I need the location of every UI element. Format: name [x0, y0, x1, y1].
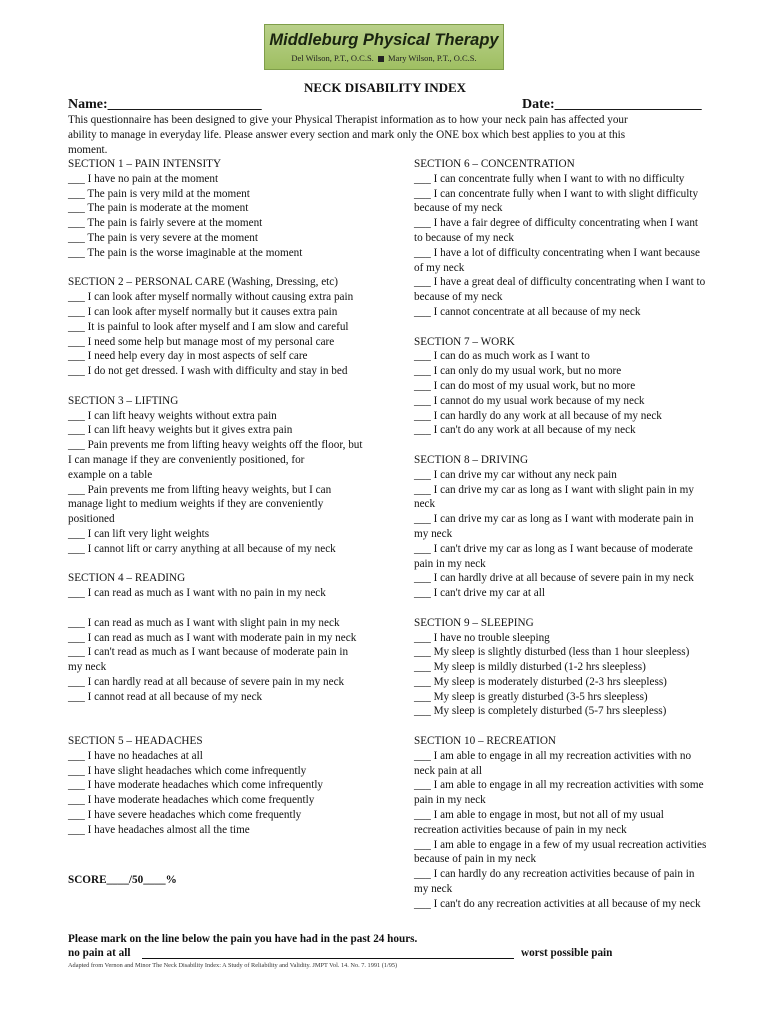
- date-field[interactable]: Date:_____________________: [522, 97, 702, 112]
- answer-option: because of pain in my neck: [414, 853, 537, 866]
- answer-option[interactable]: ___ I am able to engage in most, but not all of my usual: [414, 809, 664, 822]
- spacer: [414, 438, 749, 453]
- answer-option[interactable]: ___ I have slight headaches which come infrequently: [68, 764, 307, 777]
- citation: Adapted from Vernon and Minor The Neck Disability Index: A Study of Reliability and Validity. JMPT Vol. 14. No. 7. 1991 (1/95): [68, 962, 398, 969]
- scale-left-label: no pain at all: [68, 947, 131, 959]
- answer-option[interactable]: ___ My sleep is slightly disturbed (less than 1 hour sleepless): [414, 646, 690, 659]
- scale-right-label: worst possible pain: [521, 947, 613, 959]
- answer-option: positioned: [68, 513, 115, 526]
- answer-option: to because of my neck: [414, 231, 515, 244]
- answer-option[interactable]: ___ The pain is very severe at the moment: [68, 231, 258, 244]
- intro-line: moment.: [68, 143, 108, 156]
- spacer: [414, 601, 749, 616]
- answer-option[interactable]: ___ I can concentrate fully when I want to with slight difficulty: [414, 187, 699, 200]
- spacer: [68, 261, 408, 276]
- section-heading: SECTION 7 – WORK: [414, 335, 515, 348]
- document-title: NECK DISABILITY INDEX: [303, 80, 467, 95]
- intro-paragraph: [68, 113, 713, 157]
- answer-option: pain in my neck: [414, 557, 486, 570]
- answer-option[interactable]: ___ I am able to engage in all my recreation activities with no: [414, 749, 692, 762]
- section-heading: SECTION 3 – LIFTING: [68, 394, 179, 407]
- score-field[interactable]: SCORE____/50____%: [68, 874, 177, 886]
- answer-option[interactable]: ___ The pain is fairly severe at the moment: [68, 217, 263, 230]
- pain-scale-line[interactable]: [142, 958, 514, 959]
- answer-option[interactable]: ___ I can read as much as I want with moderate pain in my neck: [68, 631, 357, 644]
- answer-option[interactable]: ___ I have moderate headaches which come infrequently: [68, 779, 324, 792]
- answer-option[interactable]: ___ Pain prevents me from lifting heavy weights, but I can: [68, 483, 332, 496]
- answer-option: I can manage if they are conveniently positioned, for: [68, 453, 305, 466]
- answer-option[interactable]: ___ I need some help but manage most of my personal care: [68, 335, 335, 348]
- answer-option[interactable]: ___ I cannot do my usual work because of my neck: [414, 394, 645, 407]
- answer-option[interactable]: ___ I have a great deal of difficulty concentrating when I want to: [414, 276, 706, 289]
- answer-option[interactable]: ___ It is painful to look after myself and I am slow and careful: [68, 320, 349, 333]
- spacer: [68, 557, 408, 572]
- answer-option: because of my neck: [414, 291, 503, 304]
- answer-option[interactable]: ___ The pain is very mild at the moment: [68, 187, 250, 200]
- answer-option[interactable]: ___ My sleep is moderately disturbed (2-3 hrs sleepless): [414, 675, 667, 688]
- answer-option[interactable]: ___ I can't read as much as I want because of moderate pain in: [68, 646, 349, 659]
- answer-option: my neck: [414, 883, 453, 896]
- answer-option: pain in my neck: [414, 794, 486, 807]
- answer-option[interactable]: ___ I can hardly drive at all because of severe pain in my neck: [414, 572, 694, 585]
- answer-option[interactable]: ___ I can do most of my usual work, but no more: [414, 379, 636, 392]
- answer-option[interactable]: ___ I am able to engage in all my recreation activities with some: [414, 779, 704, 792]
- answer-option[interactable]: ___ My sleep is greatly disturbed (3-5 hrs sleepless): [414, 690, 648, 703]
- answer-option[interactable]: ___ I can lift heavy weights without extra pain: [68, 409, 277, 422]
- separator-square-icon: [378, 56, 384, 62]
- answer-option[interactable]: ___ I can concentrate fully when I want to with no difficulty: [414, 172, 685, 185]
- answer-option: recreation activities because of pain in my neck: [414, 823, 627, 836]
- answer-option[interactable]: ___ I can do as much work as I want to: [414, 350, 590, 363]
- answer-option: my neck: [414, 527, 453, 540]
- answer-option: of my neck: [414, 261, 465, 274]
- answer-option[interactable]: ___ I can only do my usual work, but no more: [414, 365, 622, 378]
- answer-option: neck pain at all: [414, 764, 483, 777]
- spacer: [68, 719, 408, 734]
- answer-option[interactable]: ___ I can drive my car without any neck pain: [414, 468, 617, 481]
- therapist-2: Mary Wilson, P.T., O.C.S.: [388, 53, 477, 63]
- answer-option[interactable]: ___ I can't do any work at all because of my neck: [414, 424, 636, 437]
- answer-option[interactable]: ___ I can drive my car as long as I want with moderate pain in: [414, 513, 694, 526]
- answer-option[interactable]: ___ I can drive my car as long as I want with slight pain in my: [414, 483, 694, 496]
- intro-line: This questionnaire has been designed to give your Physical Therapist information as to how your neck pain has affected your: [68, 114, 628, 126]
- answer-option[interactable]: ___ I can read as much as I want with slight pain in my neck: [68, 616, 340, 629]
- section-heading: SECTION 5 – HEADACHES: [68, 735, 203, 748]
- answer-option[interactable]: ___ I can look after myself normally but it causes extra pain: [68, 305, 338, 318]
- clinic-header: [264, 24, 504, 70]
- answer-option: example on a table: [68, 468, 153, 481]
- answer-option[interactable]: ___ I cannot read at all because of my neck: [68, 690, 263, 703]
- answer-option[interactable]: ___ My sleep is completely disturbed (5-7 hrs sleepless): [414, 705, 667, 718]
- answer-option[interactable]: ___ I have no pain at the moment: [68, 172, 219, 185]
- answer-option[interactable]: ___ I need help every day in most aspects of self care: [68, 350, 308, 363]
- answer-option[interactable]: ___ I can hardly read at all because of severe pain in my neck: [68, 675, 345, 688]
- answer-option[interactable]: ___ I am able to engage in a few of my usual recreation activities: [414, 838, 707, 851]
- answer-option[interactable]: ___ The pain is moderate at the moment: [68, 202, 249, 215]
- spacer: [68, 704, 408, 719]
- section-heading: SECTION 2 – PERSONAL CARE (Washing, Dressing, etc): [68, 276, 338, 289]
- spacer: [414, 719, 749, 734]
- answer-option[interactable]: ___ I have a fair degree of difficulty concentrating when I want: [414, 217, 699, 230]
- answer-option: my neck: [68, 661, 107, 674]
- answer-option[interactable]: ___ Pain prevents me from lifting heavy weights off the floor, but: [68, 439, 363, 452]
- section-heading: SECTION 9 – SLEEPING: [414, 616, 534, 629]
- answer-option[interactable]: ___ I can read as much as I want with no pain in my neck: [68, 587, 326, 600]
- spacer: [68, 601, 408, 616]
- answer-option[interactable]: ___ I can't do any recreation activities at all because of my neck: [414, 897, 701, 910]
- answer-option[interactable]: ___ I have no trouble sleeping: [414, 631, 550, 644]
- answer-option: neck: [414, 498, 436, 511]
- answer-option[interactable]: ___ I can't drive my car as long as I want because of moderate: [414, 542, 693, 555]
- answer-option[interactable]: ___ I have severe headaches which come frequently: [68, 809, 302, 822]
- answer-option[interactable]: ___ I cannot concentrate at all because of my neck: [414, 305, 641, 318]
- name-field[interactable]: Name:______________________: [68, 97, 262, 112]
- answer-option: because of my neck: [414, 202, 503, 215]
- therapist-names: [265, 53, 503, 64]
- spacer: [414, 320, 749, 335]
- answer-option[interactable]: ___ I can look after myself normally without causing extra pain: [68, 291, 354, 304]
- answer-option[interactable]: ___ I have moderate headaches which come frequently: [68, 794, 315, 807]
- answer-option[interactable]: ___ I can lift heavy weights but it gives extra pain: [68, 424, 293, 437]
- answer-option[interactable]: ___ I can hardly do any work at all because of my neck: [414, 409, 662, 422]
- intro-line: ability to manage in everyday life. Please answer every section and mark only the ONE box which best applies to you at this: [68, 128, 626, 141]
- therapist-1: Del Wilson, P.T., O.C.S.: [291, 53, 374, 63]
- answer-option[interactable]: ___ The pain is the worse imaginable at the moment: [68, 246, 303, 259]
- answer-option[interactable]: ___ I have headaches almost all the time: [68, 823, 250, 836]
- section-heading: SECTION 4 – READING: [68, 572, 186, 585]
- answer-option[interactable]: ___ I can hardly do any recreation activities because of pain in: [414, 868, 695, 881]
- section-heading: SECTION 10 – RECREATION: [414, 735, 557, 748]
- answer-option[interactable]: ___ I have a lot of difficulty concentrating when I want because: [414, 246, 700, 259]
- spacer: [68, 379, 408, 394]
- section-heading: SECTION 6 – CONCENTRATION: [414, 158, 575, 170]
- answer-option[interactable]: ___ I can lift very light weights: [68, 527, 210, 540]
- left-column-sections: [68, 157, 408, 838]
- answer-option[interactable]: ___ I cannot lift or carry anything at all because of my neck: [68, 542, 336, 555]
- section-heading: SECTION 8 – DRIVING: [414, 453, 529, 466]
- pain-instruction: Please mark on the line below the pain you have had in the past 24 hours.: [68, 933, 418, 945]
- section-heading: SECTION 1 – PAIN INTENSITY: [68, 158, 222, 170]
- answer-option[interactable]: ___ I have no headaches at all: [68, 749, 203, 762]
- answer-option: manage light to medium weights if they are conveniently: [68, 498, 324, 511]
- answer-option[interactable]: ___ I do not get dressed. I wash with difficulty and stay in bed: [68, 365, 348, 378]
- answer-option[interactable]: ___ I can't drive my car at all: [414, 587, 545, 600]
- answer-option[interactable]: ___ My sleep is mildly disturbed (1-2 hrs sleepless): [414, 661, 646, 674]
- right-column-sections: [414, 157, 749, 912]
- clinic-name: Middleburg Physical Therapy: [269, 31, 499, 49]
